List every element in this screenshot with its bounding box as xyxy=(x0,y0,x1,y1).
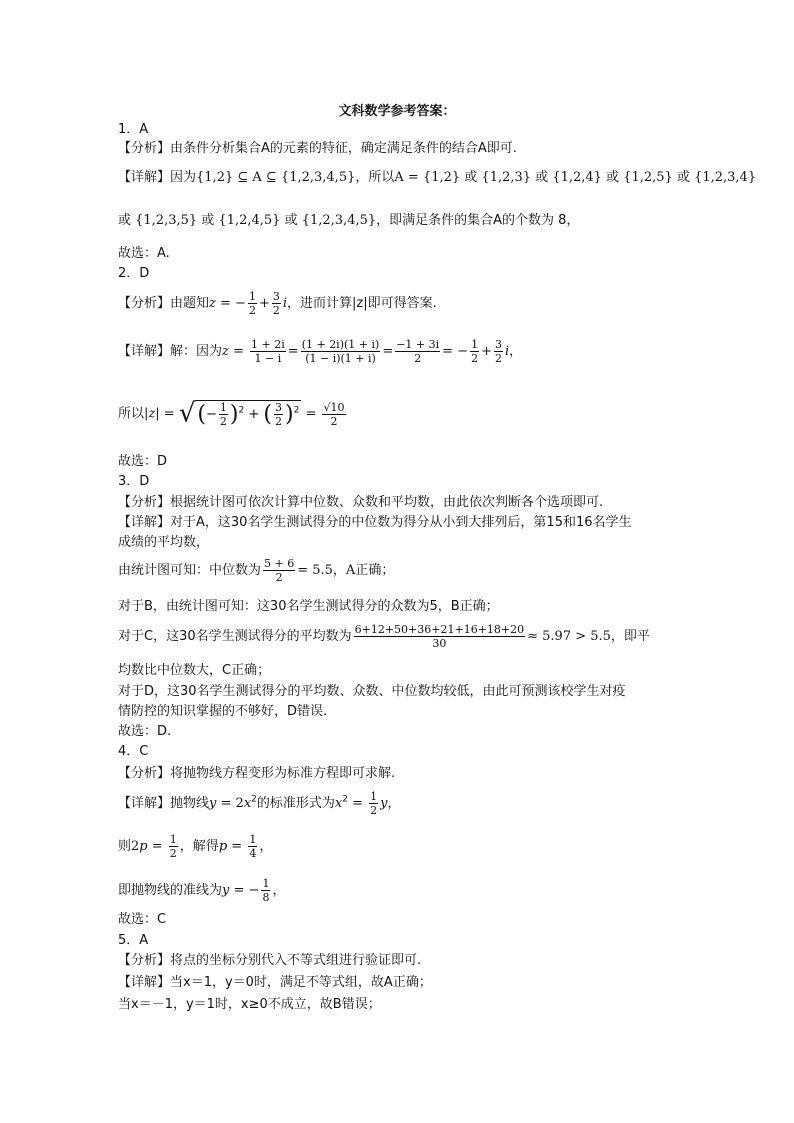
q1-number: 1．A xyxy=(118,122,149,137)
q4-then: 则2p = $\frac{1}{2}$ ，解得p = $\frac{1}{4}$ ， xyxy=(118,833,273,860)
q4-number: 4．C xyxy=(118,744,149,759)
q4-analysis: 【分析】将抛物线方程变形为标准方程即可求解. xyxy=(118,766,396,781)
q4-directrix: 即抛物线的准线为y = − $\frac{1}{8}$ ， xyxy=(118,877,286,904)
q3-detail-c2: 均数比中位数大，C正确； xyxy=(118,663,271,678)
q3-detail-d2: 情防控的知识掌握的不够好，D错误. xyxy=(118,704,328,719)
q2-analysis: 【分析】由题知z = − $\frac{1}{2}$ + $\frac{3}{2}$ i，进而计算|z|即可得答案. xyxy=(118,290,437,317)
q1-analysis: 【分析】由条件分析集合A的元素的特征，确定满足条件的结合A即可. xyxy=(118,141,517,156)
q3-detail-c: 对于C，这30名学生测试得分的平均数为 $\frac{6+12+50+36+21+16+18+20}{30}$ ≈ 5.97 > 5.5，即平 xyxy=(118,623,650,650)
q1-detail-cont: 或 {1,2,3,5} 或 {1,2,4,5} 或 {1,2,3,4,5}，即满足条件的集合A的个数为 8， xyxy=(118,213,580,228)
page-title: 文科数学参考答案： xyxy=(338,104,456,119)
q3-detail-a2: 成绩的平均数， xyxy=(118,535,210,550)
q3-detail-b: 对于B，由统计图可知：这30名学生测试得分的众数为5，B正确； xyxy=(118,599,499,614)
q3-number: 3．D xyxy=(118,474,150,489)
q1-answer: 故选：A. xyxy=(118,246,170,261)
q3-detail-d1: 对于D，这30名学生测试得分的平均数、众数、中位数均较低，由此可预测该校学生对疫 xyxy=(118,684,626,699)
q5-analysis: 【分析】将点的坐标分别代入不等式组进行验证即可. xyxy=(118,953,422,968)
q3-analysis: 【分析】根据统计图可依次计算中位数、众数和平均数，由此依次判断各个选项即可. xyxy=(118,495,604,510)
q4-detail: 【详解】抛物线$y = 2x^2$的标准形式为$x^2$ = $\frac{1}{2}$ y， xyxy=(118,790,401,817)
q3-detail-a3: 由统计图可知：中位数为 $\frac{5 + 6}{2}$ = 5.5，A正确； xyxy=(118,557,395,584)
q2-detail: 【详解】解：因为z = $\frac{1 + 2i}{1 - i}$ = $\frac{(1 + 2i)(1 + i)}{(1 - i)(1 + i)}$ = $\frac{-1 + 3i}{2}$ = − $\frac{1}{2}$ + $\frac{3}{2}$ i， xyxy=(118,338,523,365)
q3-detail-a1: 【详解】对于A，这30名学生测试得分的中位数为得分从小到大排列后，第15和16名学生 xyxy=(118,515,632,530)
q3-answer: 故选：D. xyxy=(118,724,172,739)
q2-answer: 故选：D xyxy=(118,454,168,469)
q1-detail: 【详解】因为{1,2} ⊆ A ⊆ {1,2,3,4,5}，所以A = {1,2} 或 {1,2,3} 或 {1,2,4} 或 {1,2,5} 或 {1,2,3,4} xyxy=(118,170,757,185)
q5-number: 5．A xyxy=(118,933,149,948)
q5-detail-1: 【详解】当x＝1，y＝0时，满足不等式组，故A正确； xyxy=(118,975,432,990)
q2-number: 2．D xyxy=(118,266,150,281)
q5-detail-2: 当x＝－1，y＝1时，x≥0不成立，故B错误； xyxy=(118,997,381,1012)
q2-abs: 所以|z| = √(− $\frac{1}{2}$ )$^2$ + ( $\frac{3}{2}$ )$^2$ = $\frac{√10}{2}$ xyxy=(118,398,345,429)
q4-answer: 故选：C xyxy=(118,912,167,927)
